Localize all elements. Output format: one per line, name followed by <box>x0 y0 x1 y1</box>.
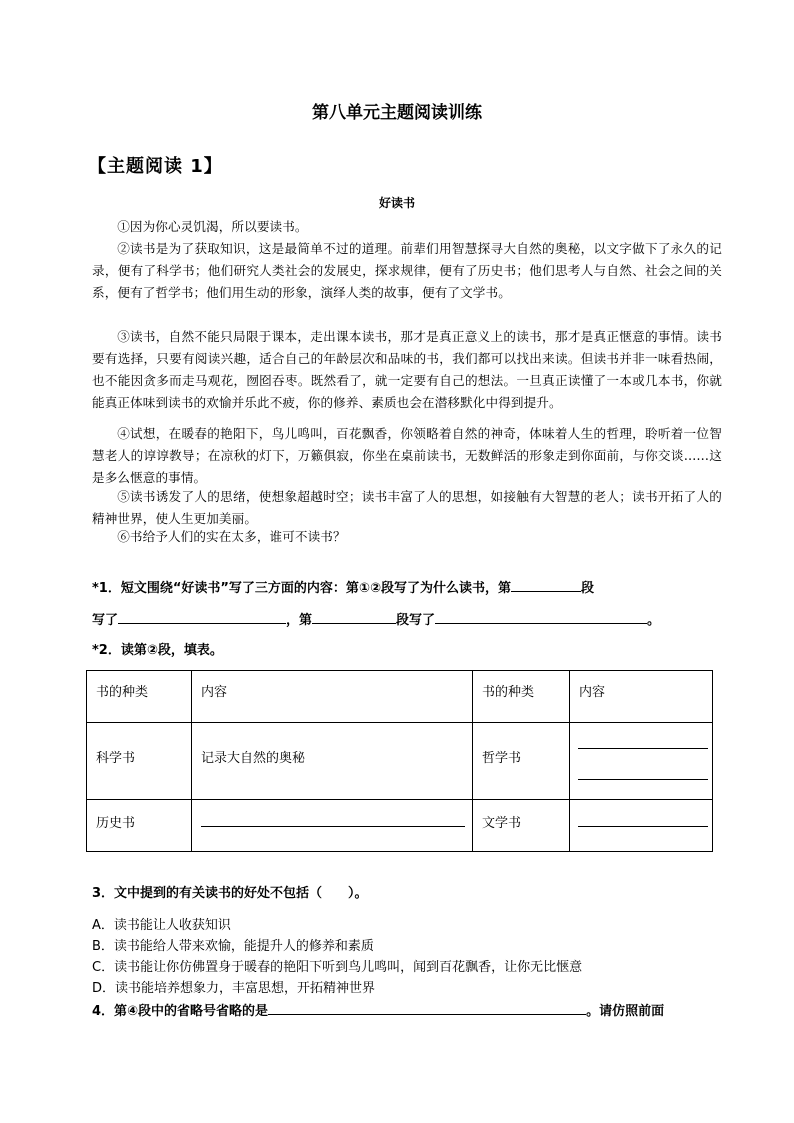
cell-science-content: 记录大自然的奥秘 <box>192 723 473 800</box>
paragraph-6: ⑥书给予人们的实在太多，谁可不读书？ <box>117 529 346 544</box>
literature-blank[interactable] <box>578 826 708 827</box>
table-header-row <box>87 671 713 723</box>
question-4-line-1 <box>92 1000 664 1022</box>
header-type-left: 书的种类 <box>87 671 192 723</box>
q1-text-c: 写了 <box>92 613 119 628</box>
q4-blank[interactable] <box>268 1000 586 1015</box>
q4-text-a: 4．第④段中的省略号省略的是 <box>92 1004 269 1019</box>
question-3-prompt: 3．文中提到的有关读书的好处不包括（ ）。 <box>92 886 368 901</box>
page-title: 第八单元主题阅读训练 <box>312 103 482 123</box>
q1-blank-paragraph[interactable] <box>511 577 581 592</box>
question-1-line-2 <box>92 609 660 631</box>
cell-literature-book: 文学书 <box>473 800 570 852</box>
book-type-table <box>86 670 713 852</box>
table-row <box>87 723 713 800</box>
q3-option-c[interactable]: C．读书能让你仿佛置身于暖春的艳阳下听到鸟儿鸣叫，闻到百花飘香，让你无比惬意 <box>92 960 583 975</box>
cell-history-book: 历史书 <box>87 800 192 852</box>
section-heading: 【主题阅读 1】 <box>88 156 223 177</box>
header-content-right: 内容 <box>570 671 713 723</box>
q1-blank-content-2[interactable] <box>435 609 647 624</box>
header-content-left: 内容 <box>192 671 473 723</box>
cell-science-book: 科学书 <box>87 723 192 800</box>
q1-text-f: 。 <box>647 613 661 628</box>
cell-philosophy-book: 哲学书 <box>473 723 570 800</box>
q3-option-a[interactable]: A．读书能让人收获知识 <box>92 918 231 933</box>
cell-philosophy-content[interactable] <box>570 723 713 800</box>
paragraph-4: ④试想，在暖春的艳阳下，鸟儿鸣叫，百花飘香，你领略着自然的神奇，体味着人生的哲理，聆听着一位智慧老人的谆谆教导；在凉秋的灯下，万籁俱寂，你坐在桌前读书，无数鲜活的形象走到你面前，与你交谈……这是多么惬意的事情。 <box>92 426 722 485</box>
paragraph-1: ①因为你心灵饥渴，所以要读书。 <box>117 219 308 234</box>
q1-blank-paragraph-2[interactable] <box>312 609 396 624</box>
question-2-prompt: *2．读第②段，填表。 <box>92 643 223 658</box>
q4-text-b: 。请仿照前面 <box>586 1004 665 1019</box>
philosophy-blank-1[interactable] <box>578 748 708 749</box>
q1-text-a: *1．短文围绕“好读书”写了三方面的内容：第①②段写了为什么读书，第 <box>92 581 511 596</box>
paragraph-5: ⑤读书诱发了人的思绪，使想象超越时空；读书丰富了人的思想，如接触有大智慧的老人；读书开拓了人的精神世界，使人生更加美丽。 <box>92 489 722 526</box>
q1-text-e: 段写了 <box>396 613 436 628</box>
q1-text-b: 段 <box>580 581 594 596</box>
q3-option-b[interactable]: B．读书能给人带来欢愉，能提升人的修养和素质 <box>92 939 374 954</box>
header-type-right: 书的种类 <box>473 671 570 723</box>
philosophy-blank-2[interactable] <box>578 779 708 780</box>
paragraph-3: ③读书，自然不能只局限于课本，走出课本读书，那才是真正意义上的读书，那才是真正惬意的事情。读书要有选择，只要有阅读兴趣，适合自己的年龄层次和品味的书，我们都可以找出来读。但读书并非一味看热闹，也不能因贪多而走马观花，囫囵吞枣。既然看了，就一定要有自己的想法。一旦真正读懂了一本或几本书，你就能真正体味到读书的欢愉并乐此不疲，你的修养、素质也会在潜移默化中得到提升。 <box>92 329 722 410</box>
history-blank[interactable] <box>201 826 465 827</box>
question-1-line-1 <box>92 577 594 599</box>
paragraph-2: ②读书是为了获取知识，这是最简单不过的道理。前辈们用智慧探寻大自然的奥秘，以文字做下了永久的记录，便有了科学书；他们研究人类社会的发展史，探求规律，便有了历史书；他们思考人与自然、社会之间的关系，便有了哲学书；他们用生动的形象，演绎人类的故事，便有了文学书。 <box>92 241 722 300</box>
q1-text-d: ，第 <box>286 613 313 628</box>
passage-title: 好读书 <box>378 196 415 210</box>
table-row <box>87 800 713 852</box>
cell-history-content[interactable] <box>192 800 473 852</box>
cell-literature-content[interactable] <box>570 800 713 852</box>
q1-blank-content-1[interactable] <box>118 609 286 624</box>
q3-option-d[interactable]: D．读书能培养想象力，丰富思想，开拓精神世界 <box>92 981 376 996</box>
